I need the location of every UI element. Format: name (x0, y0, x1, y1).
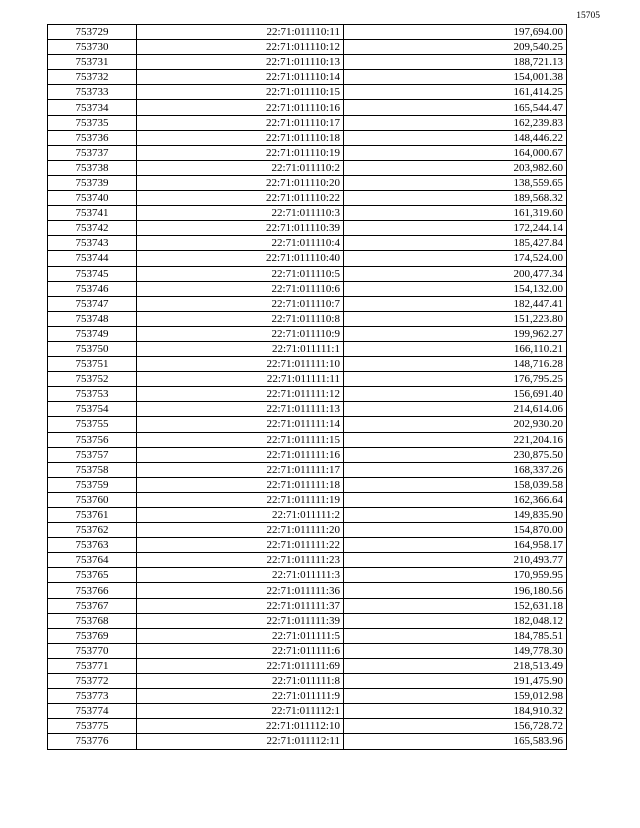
table-row (48, 206, 567, 221)
amount-cell: 184,910.32 (344, 704, 567, 719)
parcel-number-cell: 22:71:011110:6 (137, 281, 344, 296)
table-body (48, 25, 567, 750)
row-id-cell: 753767 (48, 598, 137, 613)
row-id-cell: 753750 (48, 341, 137, 356)
amount-cell: 200,477.34 (344, 266, 567, 281)
parcel-number-cell: 22:71:011112:10 (137, 719, 344, 734)
table-row (48, 311, 567, 326)
amount-cell: 230,875.50 (344, 447, 567, 462)
amount-cell: 152,631.18 (344, 598, 567, 613)
amount-cell: 185,427.84 (344, 236, 567, 251)
table-row (48, 568, 567, 583)
amount-cell: 148,716.28 (344, 357, 567, 372)
table-row (48, 85, 567, 100)
amount-cell: 174,524.00 (344, 251, 567, 266)
parcel-number-cell: 22:71:011111:37 (137, 598, 344, 613)
parcel-number-cell: 22:71:011111:6 (137, 643, 344, 658)
table-row (48, 70, 567, 85)
table-row (48, 357, 567, 372)
amount-cell: 165,544.47 (344, 100, 567, 115)
amount-cell: 159,012.98 (344, 689, 567, 704)
row-id-cell: 753772 (48, 674, 137, 689)
parcel-number-cell: 22:71:011111:2 (137, 508, 344, 523)
amount-cell: 158,039.58 (344, 477, 567, 492)
table-row (48, 704, 567, 719)
row-id-cell: 753751 (48, 357, 137, 372)
table-row (48, 115, 567, 130)
parcel-number-cell: 22:71:011111:20 (137, 523, 344, 538)
parcel-number-cell: 22:71:011111:18 (137, 477, 344, 492)
parcel-number-cell: 22:71:011110:4 (137, 236, 344, 251)
parcel-number-cell: 22:71:011111:19 (137, 492, 344, 507)
table-row (48, 658, 567, 673)
row-id-cell: 753744 (48, 251, 137, 266)
amount-cell: 189,568.32 (344, 191, 567, 206)
amount-cell: 202,930.20 (344, 417, 567, 432)
table-row (48, 387, 567, 402)
table-row (48, 674, 567, 689)
amount-cell: 149,835.90 (344, 508, 567, 523)
parcel-number-cell: 22:71:011111:10 (137, 357, 344, 372)
row-id-cell: 753770 (48, 643, 137, 658)
parcel-number-cell: 22:71:011110:12 (137, 40, 344, 55)
row-id-cell: 753765 (48, 568, 137, 583)
parcel-number-cell: 22:71:011110:19 (137, 145, 344, 160)
parcel-number-cell: 22:71:011110:18 (137, 130, 344, 145)
parcel-number-cell: 22:71:011111:5 (137, 628, 344, 643)
amount-cell: 210,493.77 (344, 553, 567, 568)
row-id-cell: 753732 (48, 70, 137, 85)
table-row (48, 417, 567, 432)
amount-cell: 203,982.60 (344, 160, 567, 175)
row-id-cell: 753761 (48, 508, 137, 523)
amount-cell: 221,204.16 (344, 432, 567, 447)
parcel-number-cell: 22:71:011110:15 (137, 85, 344, 100)
amount-cell: 154,132.00 (344, 281, 567, 296)
table-row (48, 160, 567, 175)
amount-cell: 162,366.64 (344, 492, 567, 507)
parcel-number-cell: 22:71:011110:2 (137, 160, 344, 175)
row-id-cell: 753746 (48, 281, 137, 296)
row-id-cell: 753741 (48, 206, 137, 221)
row-id-cell: 753749 (48, 326, 137, 341)
amount-cell: 196,180.56 (344, 583, 567, 598)
row-id-cell: 753771 (48, 658, 137, 673)
table-row (48, 583, 567, 598)
amount-cell: 154,001.38 (344, 70, 567, 85)
row-id-cell: 753740 (48, 191, 137, 206)
parcel-number-cell: 22:71:011111:16 (137, 447, 344, 462)
row-id-cell: 753738 (48, 160, 137, 175)
table-row (48, 175, 567, 190)
amount-cell: 138,559.65 (344, 175, 567, 190)
row-id-cell: 753776 (48, 734, 137, 749)
table-row (48, 538, 567, 553)
row-id-cell: 753752 (48, 372, 137, 387)
parcel-number-cell: 22:71:011111:14 (137, 417, 344, 432)
parcel-number-cell: 22:71:011110:16 (137, 100, 344, 115)
row-id-cell: 753768 (48, 613, 137, 628)
amount-cell: 164,958.17 (344, 538, 567, 553)
row-id-cell: 753756 (48, 432, 137, 447)
table-row (48, 221, 567, 236)
parcel-number-cell: 22:71:011110:7 (137, 296, 344, 311)
parcel-number-cell: 22:71:011111:12 (137, 387, 344, 402)
amount-cell: 168,337.26 (344, 462, 567, 477)
row-id-cell: 753743 (48, 236, 137, 251)
amount-cell: 214,614.06 (344, 402, 567, 417)
row-id-cell: 753747 (48, 296, 137, 311)
row-id-cell: 753755 (48, 417, 137, 432)
row-id-cell: 753754 (48, 402, 137, 417)
parcel-number-cell: 22:71:011110:5 (137, 266, 344, 281)
amount-cell: 165,583.96 (344, 734, 567, 749)
table-row (48, 372, 567, 387)
parcel-number-cell: 22:71:011111:39 (137, 613, 344, 628)
row-id-cell: 753773 (48, 689, 137, 704)
amount-cell: 182,447.41 (344, 296, 567, 311)
table-row (48, 462, 567, 477)
parcel-number-cell: 22:71:011110:3 (137, 206, 344, 221)
parcel-number-cell: 22:71:011111:36 (137, 583, 344, 598)
table-row (48, 719, 567, 734)
row-id-cell: 753774 (48, 704, 137, 719)
parcel-number-cell: 22:71:011110:40 (137, 251, 344, 266)
table-row (48, 40, 567, 55)
table-row (48, 341, 567, 356)
table-row (48, 628, 567, 643)
row-id-cell: 753735 (48, 115, 137, 130)
table-row (48, 145, 567, 160)
parcel-number-cell: 22:71:011111:13 (137, 402, 344, 417)
table-row (48, 251, 567, 266)
parcel-number-cell: 22:71:011110:22 (137, 191, 344, 206)
row-id-cell: 753739 (48, 175, 137, 190)
table-row (48, 281, 567, 296)
amount-cell: 166,110.21 (344, 341, 567, 356)
parcel-number-cell: 22:71:011110:14 (137, 70, 344, 85)
table-row (48, 447, 567, 462)
row-id-cell: 753745 (48, 266, 137, 281)
amount-cell: 151,223.80 (344, 311, 567, 326)
row-id-cell: 753759 (48, 477, 137, 492)
table-row (48, 508, 567, 523)
table-row (48, 598, 567, 613)
amount-cell: 154,870.00 (344, 523, 567, 538)
table-row (48, 643, 567, 658)
table-row (48, 523, 567, 538)
page-number: 15705 (576, 11, 600, 21)
row-id-cell: 753758 (48, 462, 137, 477)
table-row (48, 266, 567, 281)
table-row (48, 236, 567, 251)
parcel-number-cell: 22:71:011111:17 (137, 462, 344, 477)
data-table (47, 24, 567, 750)
row-id-cell: 753734 (48, 100, 137, 115)
row-id-cell: 753748 (48, 311, 137, 326)
amount-cell: 188,721.13 (344, 55, 567, 70)
table-row (48, 402, 567, 417)
row-id-cell: 753760 (48, 492, 137, 507)
table-row (48, 553, 567, 568)
amount-cell: 209,540.25 (344, 40, 567, 55)
row-id-cell: 753764 (48, 553, 137, 568)
parcel-number-cell: 22:71:011110:13 (137, 55, 344, 70)
table-row (48, 130, 567, 145)
parcel-number-cell: 22:71:011111:22 (137, 538, 344, 553)
amount-cell: 218,513.49 (344, 658, 567, 673)
table-row (48, 191, 567, 206)
amount-cell: 161,414.25 (344, 85, 567, 100)
parcel-number-cell: 22:71:011111:9 (137, 689, 344, 704)
parcel-number-cell: 22:71:011111:3 (137, 568, 344, 583)
parcel-number-cell: 22:71:011110:8 (137, 311, 344, 326)
parcel-number-cell: 22:71:011110:11 (137, 25, 344, 40)
row-id-cell: 753736 (48, 130, 137, 145)
table-row (48, 689, 567, 704)
table-row (48, 492, 567, 507)
row-id-cell: 753753 (48, 387, 137, 402)
parcel-number-cell: 22:71:011111:1 (137, 341, 344, 356)
table-row (48, 100, 567, 115)
amount-cell: 182,048.12 (344, 613, 567, 628)
table-row (48, 296, 567, 311)
row-id-cell: 753730 (48, 40, 137, 55)
row-id-cell: 753762 (48, 523, 137, 538)
amount-cell: 172,244.14 (344, 221, 567, 236)
parcel-number-cell: 22:71:011111:15 (137, 432, 344, 447)
parcel-number-cell: 22:71:011110:17 (137, 115, 344, 130)
table-row (48, 613, 567, 628)
row-id-cell: 753742 (48, 221, 137, 236)
table-row (48, 326, 567, 341)
parcel-number-cell: 22:71:011110:9 (137, 326, 344, 341)
parcel-number-cell: 22:71:011112:1 (137, 704, 344, 719)
parcel-number-cell: 22:71:011110:20 (137, 175, 344, 190)
table-row (48, 25, 567, 40)
row-id-cell: 753731 (48, 55, 137, 70)
amount-cell: 161,319.60 (344, 206, 567, 221)
parcel-number-cell: 22:71:011111:8 (137, 674, 344, 689)
row-id-cell: 753733 (48, 85, 137, 100)
amount-cell: 162,239.83 (344, 115, 567, 130)
amount-cell: 184,785.51 (344, 628, 567, 643)
parcel-number-cell: 22:71:011111:69 (137, 658, 344, 673)
amount-cell: 156,691.40 (344, 387, 567, 402)
row-id-cell: 753763 (48, 538, 137, 553)
table-row (48, 432, 567, 447)
parcel-number-cell: 22:71:011111:23 (137, 553, 344, 568)
amount-cell: 148,446.22 (344, 130, 567, 145)
amount-cell: 149,778.30 (344, 643, 567, 658)
row-id-cell: 753737 (48, 145, 137, 160)
parcel-number-cell: 22:71:011112:11 (137, 734, 344, 749)
parcel-number-cell: 22:71:011111:11 (137, 372, 344, 387)
amount-cell: 191,475.90 (344, 674, 567, 689)
row-id-cell: 753757 (48, 447, 137, 462)
amount-cell: 199,962.27 (344, 326, 567, 341)
row-id-cell: 753729 (48, 25, 137, 40)
amount-cell: 176,795.25 (344, 372, 567, 387)
table-row (48, 55, 567, 70)
row-id-cell: 753775 (48, 719, 137, 734)
table-row (48, 734, 567, 749)
amount-cell: 156,728.72 (344, 719, 567, 734)
amount-cell: 197,694.00 (344, 25, 567, 40)
row-id-cell: 753766 (48, 583, 137, 598)
parcel-number-cell: 22:71:011110:39 (137, 221, 344, 236)
amount-cell: 170,959.95 (344, 568, 567, 583)
row-id-cell: 753769 (48, 628, 137, 643)
amount-cell: 164,000.67 (344, 145, 567, 160)
table-row (48, 477, 567, 492)
